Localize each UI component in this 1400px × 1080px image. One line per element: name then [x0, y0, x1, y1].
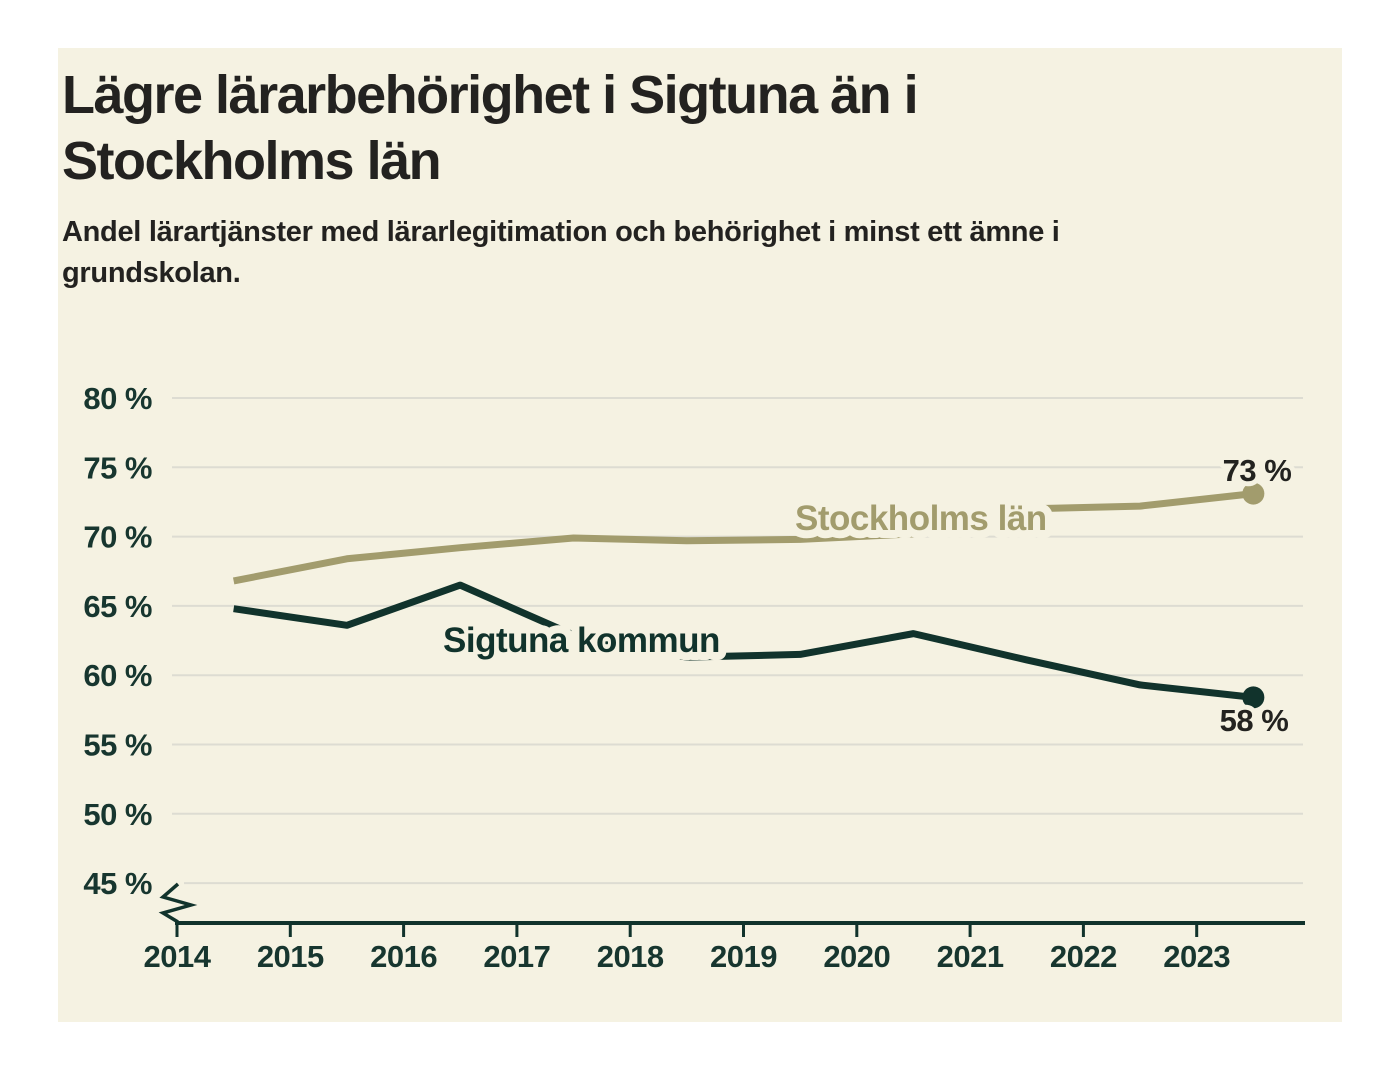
chart-title-line-2: Stockholms län — [62, 131, 441, 191]
x-axis-label-2016: 2016 — [370, 939, 438, 974]
chart-subtitle-line-2: grundskolan. — [62, 257, 241, 289]
y-axis-label-70: 70 % — [83, 519, 152, 555]
chart-title-line-1: Lägre lärarbehörighet i Sigtuna än i — [62, 65, 918, 125]
series-label-stockholms-lan: Stockholms län — [795, 499, 1047, 538]
y-axis-label-80: 80 % — [83, 381, 152, 416]
x-axis-label-2018: 2018 — [596, 939, 664, 974]
x-axis-label-2021: 2021 — [936, 939, 1004, 974]
x-axis-label-2015: 2015 — [256, 939, 324, 974]
x-axis-label-2023: 2023 — [1163, 939, 1231, 974]
y-axis-label-50: 50 % — [83, 796, 152, 832]
y-axis-label-65: 65 % — [83, 588, 152, 624]
end-value-label-stockholms-lan: 73 % — [1222, 453, 1292, 488]
chart-subtitle-line-1: Andel lärartjänster med lärarlegitimation och behörighet i minst ett ämne i — [62, 216, 1060, 248]
y-axis-label-45: 45 % — [83, 866, 152, 902]
y-axis-label-55: 55 % — [83, 727, 152, 763]
axis-break-icon — [163, 884, 191, 922]
x-axis-label-2022: 2022 — [1049, 939, 1117, 974]
x-axis-label-2019: 2019 — [710, 939, 777, 974]
chart-title — [62, 62, 1212, 194]
y-axis-label-60: 60 % — [83, 658, 152, 694]
x-axis-label-2020: 2020 — [823, 939, 891, 974]
chart-subtitle — [62, 212, 1302, 294]
x-axis-label-2017: 2017 — [483, 939, 551, 974]
y-axis-label-75: 75 % — [83, 450, 152, 486]
series-line-sigtuna-kommun — [234, 585, 1254, 697]
x-axis-label-2014: 2014 — [143, 939, 211, 974]
end-value-label-sigtuna-kommun: 58 % — [1219, 703, 1289, 738]
series-label-sigtuna-kommun: Sigtuna kommun — [443, 621, 720, 660]
